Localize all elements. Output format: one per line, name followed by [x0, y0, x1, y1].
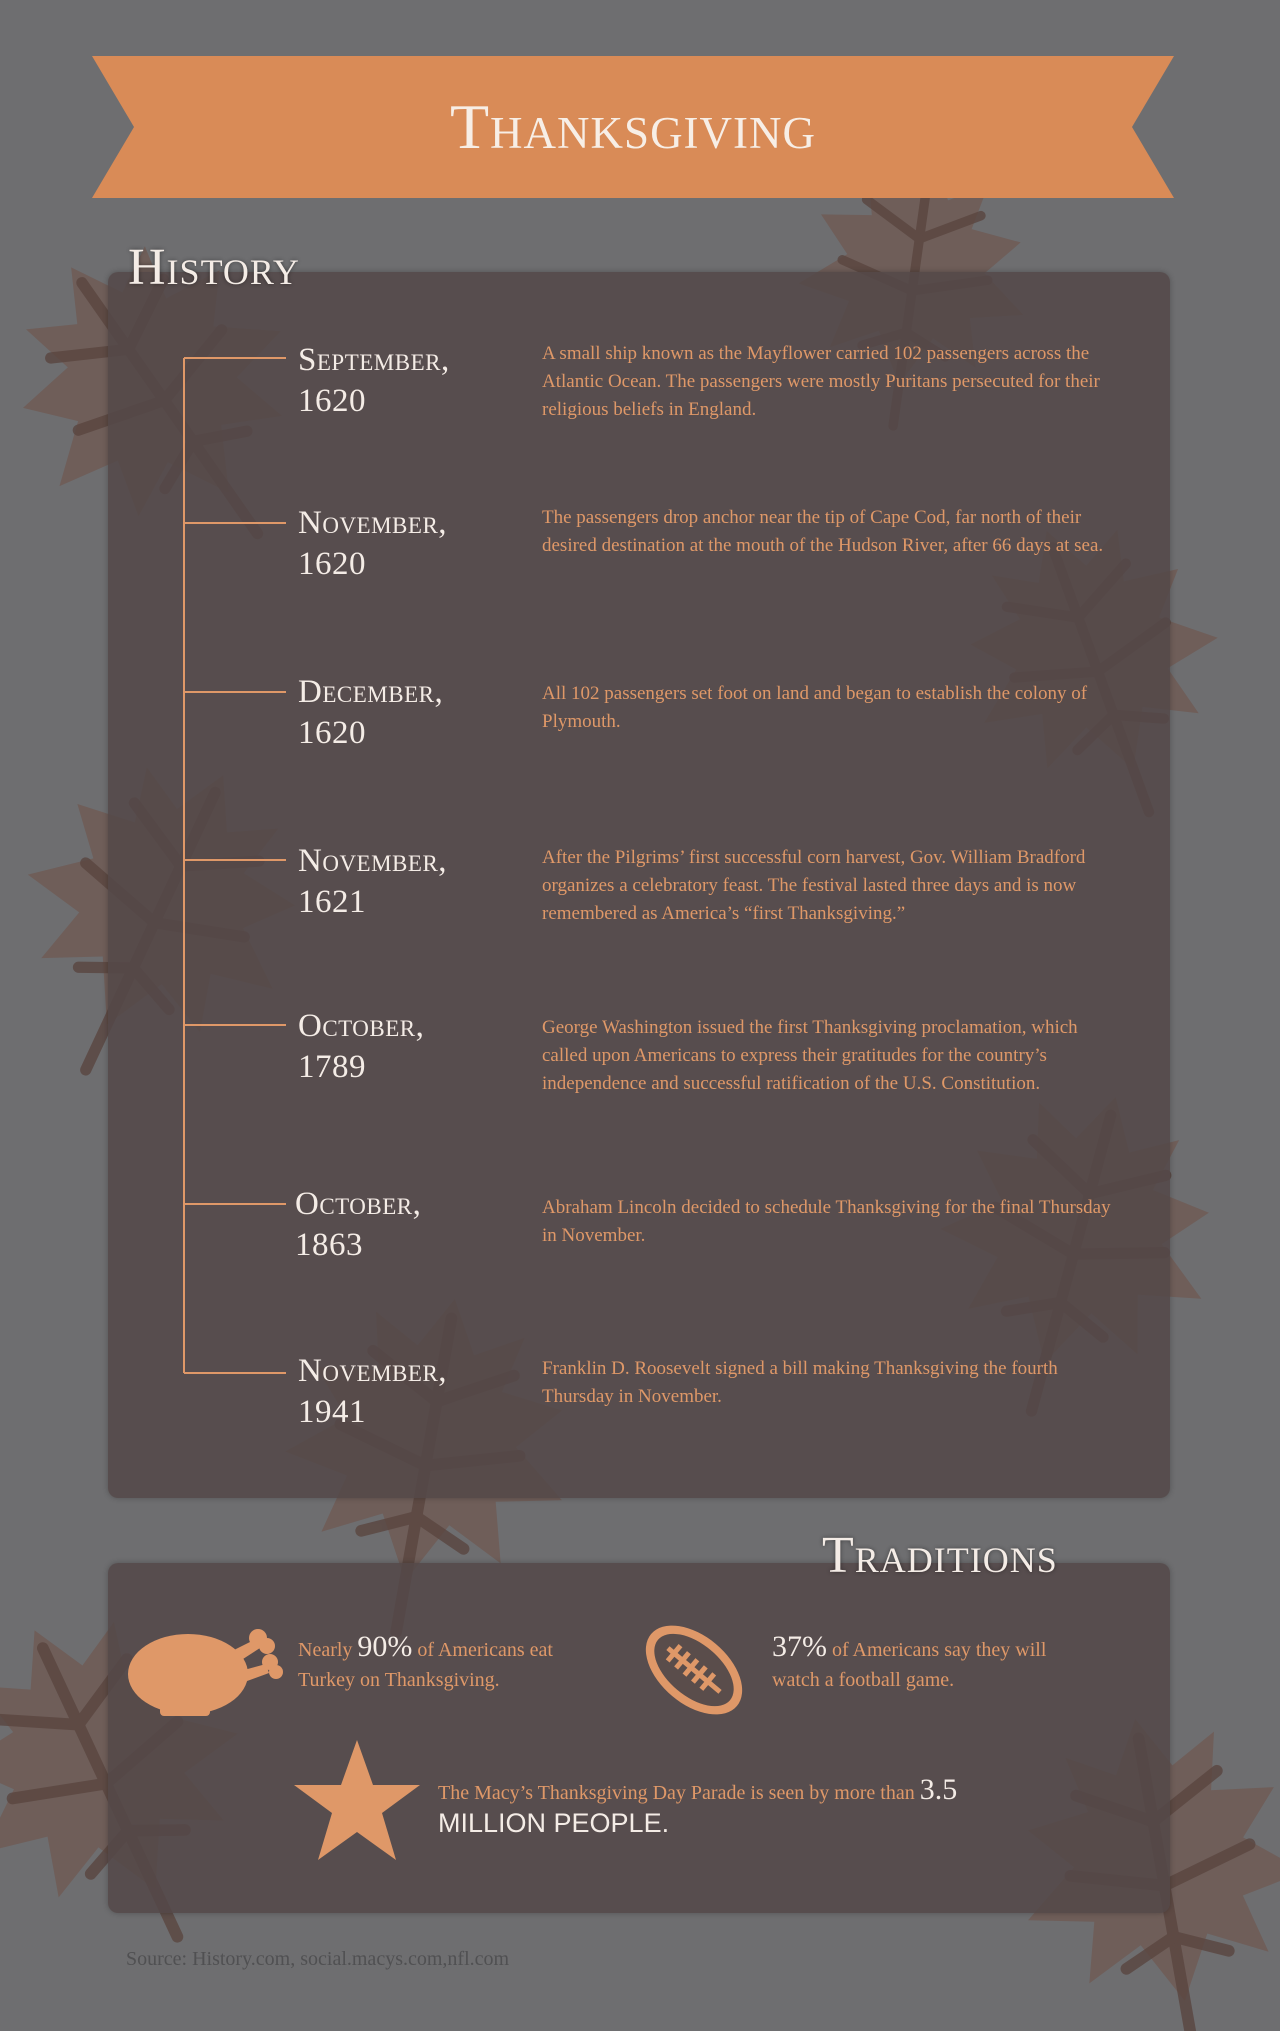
entry-date: October, 1789 — [298, 1008, 425, 1085]
football-icon — [638, 1614, 750, 1726]
entry-date: December, 1620 — [298, 674, 444, 751]
star-icon — [292, 1740, 422, 1864]
entry-description: George Washington issued the first Thanksgiving proclamation, which called upon Americans to express their gratitudes for the country’s independence and successful ratification of the U.S. Constitution. — [542, 1017, 1078, 1094]
source-credit: Source: History.com, social.macys.com,nfl.com — [126, 1948, 510, 1970]
entry-date: September, 1620 — [298, 342, 450, 419]
entry-description: Franklin D. Roosevelt signed a bill making Thanksgiving the fourth Thursday in November. — [542, 1358, 1058, 1407]
football-stat: 37% of Americans say they will watch a football game. — [772, 1630, 1047, 1691]
entry-date: October, 1863 — [295, 1186, 422, 1263]
entry-description: The passengers drop anchor near the tip of Cape Cod, far north of their desired destination at the mouth of the Hudson River, after 66 days at sea. — [542, 507, 1104, 556]
turkey-icon — [126, 1618, 286, 1718]
turkey-stat: Nearly 90% of Americans eat Turkey on Thanksgiving. — [298, 1630, 553, 1691]
entry-description: All 102 passengers set foot on land and began to establish the colony of Plymouth. — [542, 683, 1088, 732]
entry-date: November, 1620 — [298, 505, 448, 582]
entry-description: A small ship known as the Mayflower carried 102 passengers across the Atlantic Ocean. The passengers were mostly Puritans persecuted for their religious beliefs in England. — [542, 343, 1100, 420]
history-heading: History — [128, 239, 300, 296]
entry-date: November, 1621 — [298, 843, 448, 920]
entry-date: November, 1941 — [298, 1353, 448, 1430]
parade-stat: The Macy’s Thanksgiving Day Parade is seen by more than 3.5 MILLION PEOPLE. — [438, 1773, 958, 1838]
page-title: Thanksgiving — [449, 91, 817, 162]
entry-description: After the Pilgrims’ first successful corn harvest, Gov. William Bradford organizes a celebratory feast. The festival lasted three days and is now remembered as America’s “first Thanksgiving.” — [542, 847, 1086, 924]
traditions-heading: Traditions — [822, 1527, 1058, 1584]
entry-description: Abraham Lincoln decided to schedule Thanksgiving for the final Thursday in November. — [542, 1197, 1111, 1246]
